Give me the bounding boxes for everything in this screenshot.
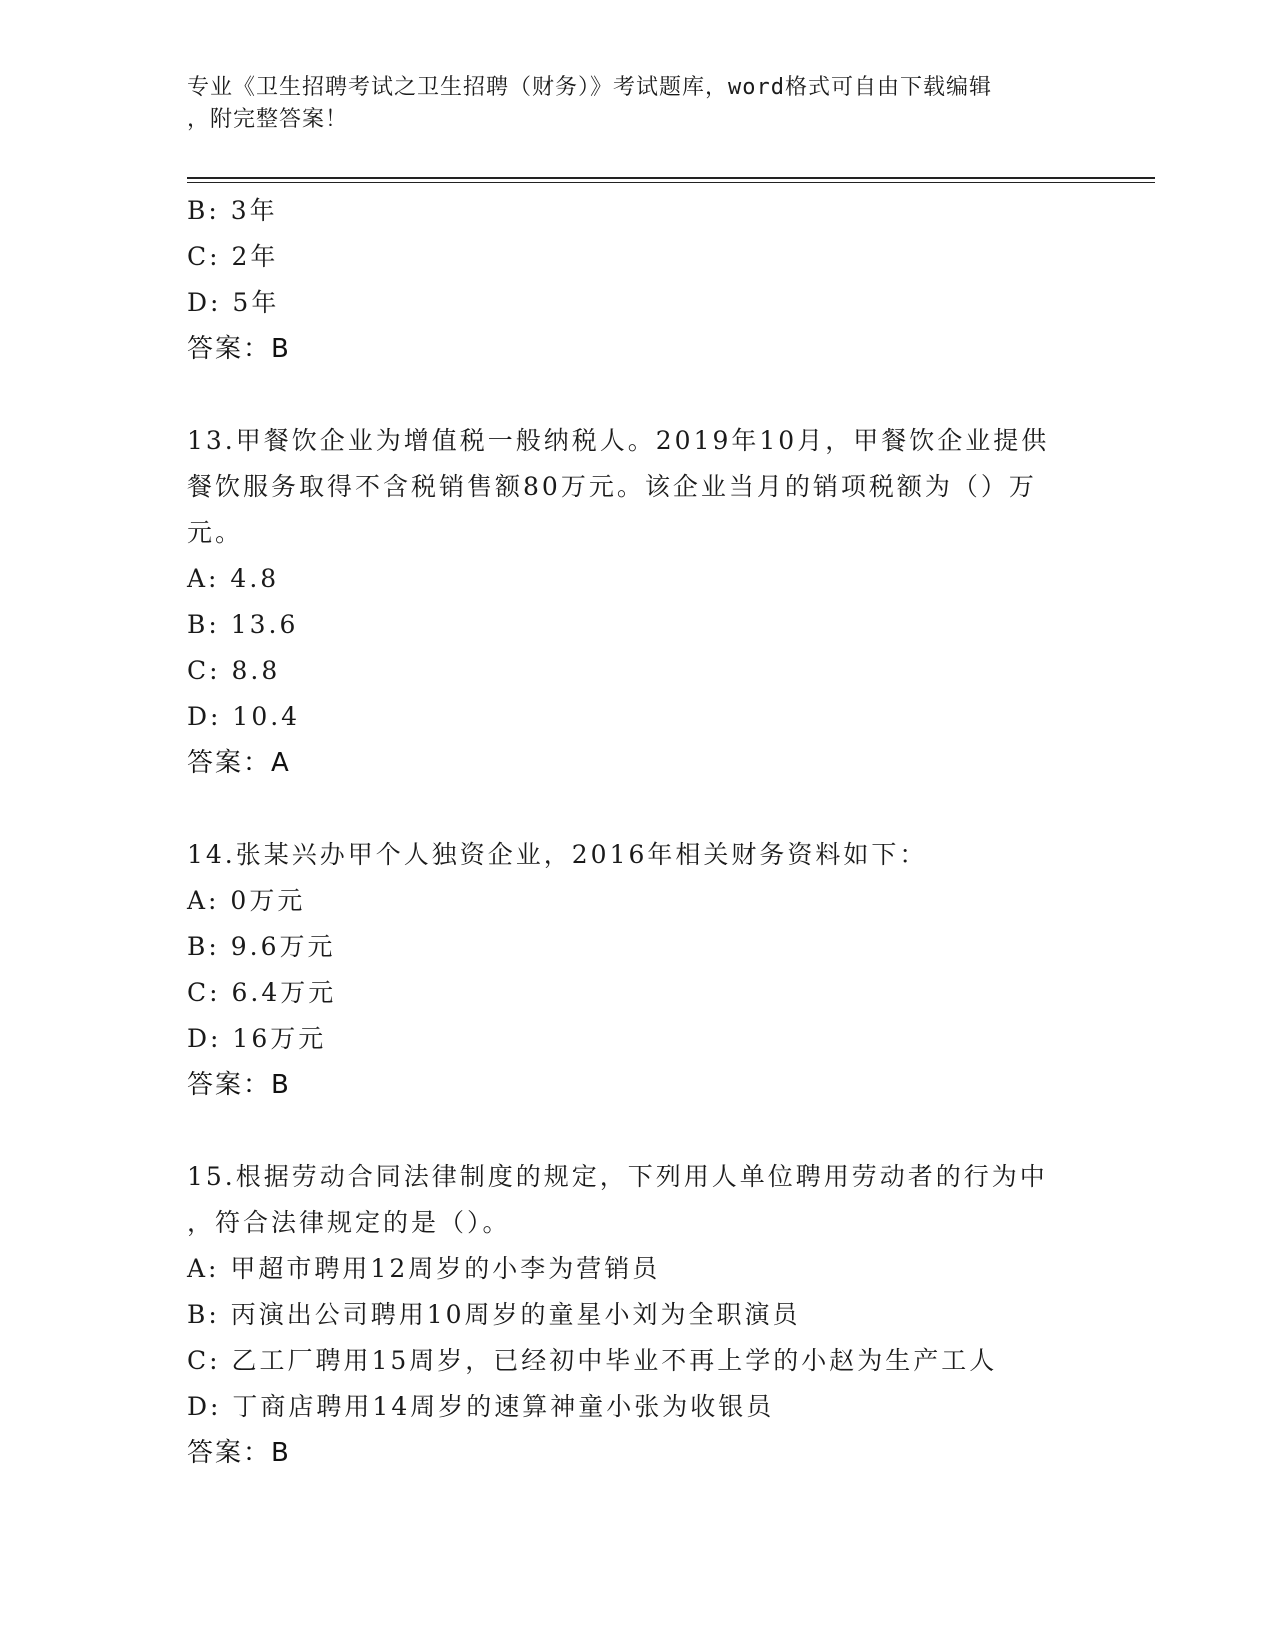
spacer	[187, 372, 1067, 418]
question-stem-line: 元。	[187, 518, 244, 547]
question-12-partial	[187, 188, 1067, 372]
header-line-1: 专业《卫生招聘考试之卫生招聘（财务）》考试题库，word格式可自由下载编辑	[187, 75, 992, 100]
spacer	[187, 1108, 1067, 1154]
option-a: A: 甲超市聘用12周岁的小李为营销员	[187, 1254, 661, 1283]
option-b: B: 9.6万元	[187, 932, 336, 961]
document-body	[187, 188, 1067, 1476]
question-13	[187, 418, 1067, 786]
answer: 答案：B	[187, 1438, 291, 1468]
option-a: A: 0万元	[187, 886, 306, 915]
header-divider-thin	[187, 182, 1155, 183]
question-stem-line: 餐饮服务取得不含税销售额80万元。该企业当月的销项税额为（）万	[187, 472, 1037, 501]
option-d: D: 16万元	[187, 1024, 327, 1053]
option-c: C: 6.4万元	[187, 978, 337, 1007]
option-c: C: 乙工厂聘用15周岁，已经初中毕业不再上学的小赵为生产工人	[187, 1346, 998, 1375]
spacer	[187, 786, 1067, 832]
option-b: B: 3年	[187, 196, 278, 225]
option-c: C: 2年	[187, 242, 279, 271]
question-14	[187, 832, 1067, 1108]
option-d: D: 10.4	[187, 702, 301, 731]
question-stem-line: 15.根据劳动合同法律制度的规定，下列用人单位聘用劳动者的行为中	[187, 1162, 1048, 1191]
option-d: D: 丁商店聘用14周岁的速算神童小张为收银员	[187, 1392, 775, 1421]
answer: 答案：B	[187, 334, 291, 364]
document-header	[187, 72, 1067, 136]
question-stem-line: 14.张某兴办甲个人独资企业，2016年相关财务资料如下：	[187, 840, 928, 869]
option-a: A: 4.8	[187, 564, 280, 593]
option-d: D: 5年	[187, 288, 280, 317]
option-c: C: 8.8	[187, 656, 281, 685]
question-15	[187, 1154, 1067, 1476]
header-line-2: ，附完整答案！	[187, 107, 349, 132]
option-b: B: 丙演出公司聘用10周岁的童星小刘为全职演员	[187, 1300, 801, 1329]
answer: 答案：A	[187, 748, 291, 778]
header-divider-thick	[187, 177, 1155, 179]
answer: 答案：B	[187, 1070, 291, 1100]
question-stem-line: 13.甲餐饮企业为增值税一般纳税人。2019年10月，甲餐饮企业提供	[187, 426, 1050, 455]
option-b: B: 13.6	[187, 610, 299, 639]
question-stem-line: ，符合法律规定的是（）。	[187, 1208, 511, 1237]
